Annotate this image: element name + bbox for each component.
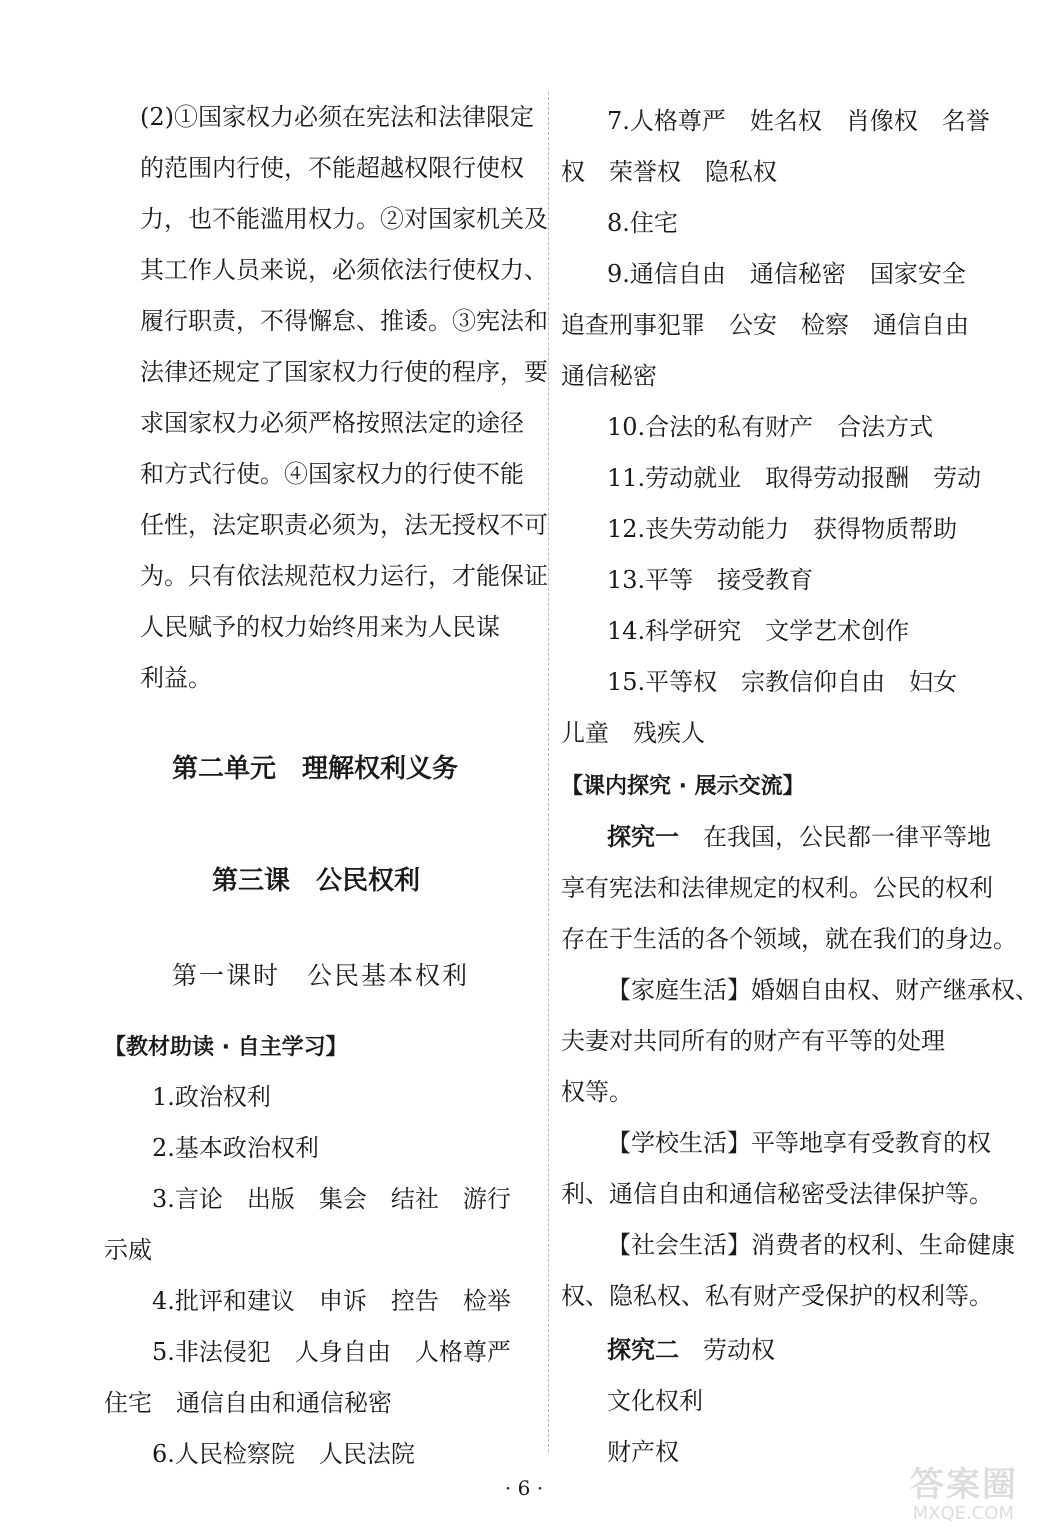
para-line: 法律还规定了国家权力行使的程序，要 [140, 358, 548, 386]
explore-one-line [607, 822, 991, 852]
explore-two-text: 劳动权 [679, 1336, 775, 1364]
family-life-line: 夫妻对共同所有的财产有平等的处理 [561, 1027, 945, 1055]
answer-item: 2.基本政治权利 [152, 1134, 319, 1162]
answer-item: 追查刑事犯罪 公安 检察 通信自由 [561, 311, 969, 339]
social-life-line: 【社会生活】消费者的权利、生命健康 [607, 1231, 1015, 1259]
para-line: 求国家权力必须严格按照法定的途径 [140, 409, 524, 437]
property-rights: 财产权 [607, 1438, 679, 1466]
school-life-line: 【学校生活】平等地享有受教育的权 [607, 1129, 991, 1157]
explore-one-label: 探究一 [607, 823, 679, 851]
para-line: 利益。 [140, 664, 212, 692]
column-divider [548, 92, 549, 1452]
explore-two-line [607, 1335, 775, 1365]
explore-one-line: 享有宪法和法律规定的权利。公民的权利 [561, 874, 993, 902]
answer-item: 3.言论 出版 集会 结社 游行 [152, 1185, 511, 1213]
school-life-line: 利、通信自由和通信秘密受法律保护等。 [561, 1180, 993, 1208]
para-line: 为。只有依法规范权力运行，才能保证 [140, 562, 548, 590]
family-life-line: 【家庭生活】婚姻自由权、财产继承权、 [607, 976, 1039, 1004]
answer-item: 13.平等 接受教育 [607, 566, 814, 594]
unit-title: 第二单元 理解权利义务 [172, 754, 459, 784]
para-line: (2)①国家权力必须在宪法和法律限定 [140, 103, 534, 131]
answer-item: 示威 [104, 1236, 152, 1264]
para-line: 的范围内行使，不能超越权限行使权 [140, 154, 524, 182]
watermark-logo [886, 1448, 1036, 1528]
answer-item: 4.批评和建议 申诉 控告 检举 [152, 1287, 511, 1315]
answer-item: 9.通信自由 通信秘密 国家安全 [607, 260, 966, 288]
answer-item: 1.政治权利 [152, 1083, 271, 1111]
para-line: 任性，法定职责必须为，法无授权不可 [140, 511, 548, 539]
answer-item: 11.劳动就业 取得劳动报酬 劳动 [607, 464, 982, 492]
explore-one-line: 存在于生活的各个领域，就在我们的身边。 [561, 925, 1017, 953]
culture-rights: 文化权利 [607, 1387, 703, 1415]
explore-two-label: 探究二 [607, 1336, 679, 1364]
answer-item: 通信秘密 [561, 362, 657, 390]
answer-item: 12.丧失劳动能力 获得物质帮助 [607, 515, 958, 543]
page-number: · 6 · [504, 1476, 544, 1500]
para-line: 人民赋予的权力始终用来为人民谋 [140, 613, 500, 641]
lesson-title: 第三课 公民权利 [212, 866, 421, 896]
answer-item: 权 荣誉权 隐私权 [561, 158, 777, 186]
answer-item: 5.非法侵犯 人身自由 人格尊严 [152, 1338, 511, 1366]
answer-item: 6.人民检察院 人民法院 [152, 1440, 415, 1468]
explore-one-text: 在我国，公民都一律平等地 [679, 823, 991, 851]
answer-item: 15.平等权 宗教信仰自由 妇女 [607, 668, 958, 696]
answer-item: 儿童 残疾人 [561, 719, 705, 747]
para-line: 其工作人员来说，必须依法行使权力、 [140, 256, 548, 284]
answer-item: 住宅 通信自由和通信秘密 [104, 1389, 392, 1417]
answer-item: 14.科学研究 文学艺术创作 [607, 617, 910, 645]
watermark-url: MXQE.COM [912, 1503, 1014, 1524]
answer-item: 7.人格尊严 姓名权 肖像权 名誉 [607, 107, 990, 135]
watermark-text: 答案圈 [910, 1465, 1018, 1505]
para-line: 履行职责，不得懈怠、推诿。③宪法和 [140, 307, 548, 335]
para-line: 和方式行使。④国家权力的行使不能 [140, 460, 524, 488]
para-line: 力，也不能滥用权力。②对国家机关及 [140, 205, 548, 233]
section-heading-explore: 【课内探究 · 展示交流】 [561, 774, 805, 799]
social-life-line: 权、隐私权、私有财产受保护的权利等。 [561, 1282, 993, 1310]
period-title: 第一课时 公民基本权利 [172, 961, 470, 990]
answer-item: 10.合法的私有财产 合法方式 [607, 413, 934, 441]
section-heading-self-study: 【教材助读 · 自主学习】 [104, 1035, 348, 1060]
family-life-line: 权等。 [561, 1078, 633, 1106]
answer-item: 8.住宅 [607, 209, 678, 237]
